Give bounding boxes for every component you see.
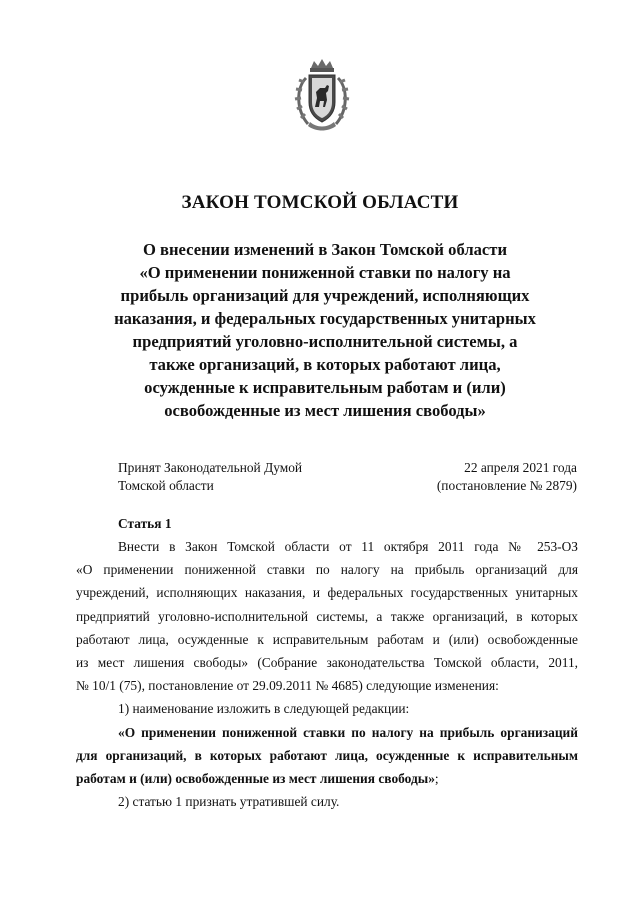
adopted-by xyxy=(118,459,302,495)
article-text-line: Внести в Закон Томской области от 11 октября 2011 года № 253-ОЗ xyxy=(118,539,578,554)
subject-line: осужденные к исправительным работам и (или) xyxy=(144,378,506,397)
law-subject xyxy=(70,238,580,422)
item-1-quote-line: для организаций, в которых работают лица, осужденные к исправительным xyxy=(76,747,578,763)
subject-line: освобожденные из мест лишения свободы» xyxy=(164,401,486,420)
adopted-by-line: Томской области xyxy=(118,478,214,493)
adoption-date-line: 22 апреля 2021 года xyxy=(464,460,577,475)
article-text-line: работают лица, осужденные к исправительным работам и (или) освобожденные xyxy=(76,631,578,647)
item-2: 2) статью 1 признать утратившей силу. xyxy=(118,794,340,810)
subject-line: также организаций, в которых работают лица, xyxy=(149,355,501,374)
law-title: ЗАКОН ТОМСКОЙ ОБЛАСТИ xyxy=(181,192,459,213)
article-body xyxy=(76,535,578,813)
article-text-line: «О применении пониженной ставки по налогу на прибыль организаций для xyxy=(76,562,578,578)
adoption-date xyxy=(437,459,577,495)
article-heading: Статья 1 xyxy=(118,516,172,531)
item-1-quote-tail: ; xyxy=(434,770,439,786)
item-1: 1) наименование изложить в следующей редакции: xyxy=(118,701,410,717)
subject-line: «О применении пониженной ставки по налогу на xyxy=(139,263,511,282)
article-text-line: из мест лишения свободы» (Собрание законодательства Томской области, 2011, xyxy=(76,654,578,670)
subject-line: наказания, и федеральных государственных унитарных xyxy=(114,309,536,328)
article-text-line: предприятий уголовно-исполнительной системы, а также организаций, в которых xyxy=(76,608,578,624)
subject-line: О внесении изменений в Закон Томской области xyxy=(142,240,508,259)
item-1-quote-line: «О применении пониженной ставки по налогу на прибыль организаций xyxy=(118,724,578,740)
article-text-line: № 10/1 (75), постановление от 29.09.2011 № 4685) следующие изменения: xyxy=(76,678,499,694)
item-1-quote-line: работам и (или) освобожденные из мест лишения свободы» xyxy=(76,770,435,786)
subject-line: прибыль организаций для учреждений, исполняющих xyxy=(120,286,530,305)
resolution-number: (постановление № 2879) xyxy=(436,478,577,493)
item-1-quote-last-line xyxy=(76,767,578,790)
adopted-by-line: Принят Законодательной Думой xyxy=(118,460,303,475)
tomsk-coat-of-arms-icon xyxy=(292,58,352,134)
article-text-line: учреждений, исполняющих наказания, и федеральных государственных унитарных xyxy=(76,585,578,601)
subject-line: предприятий уголовно-исполнительной системы, а xyxy=(132,332,518,351)
